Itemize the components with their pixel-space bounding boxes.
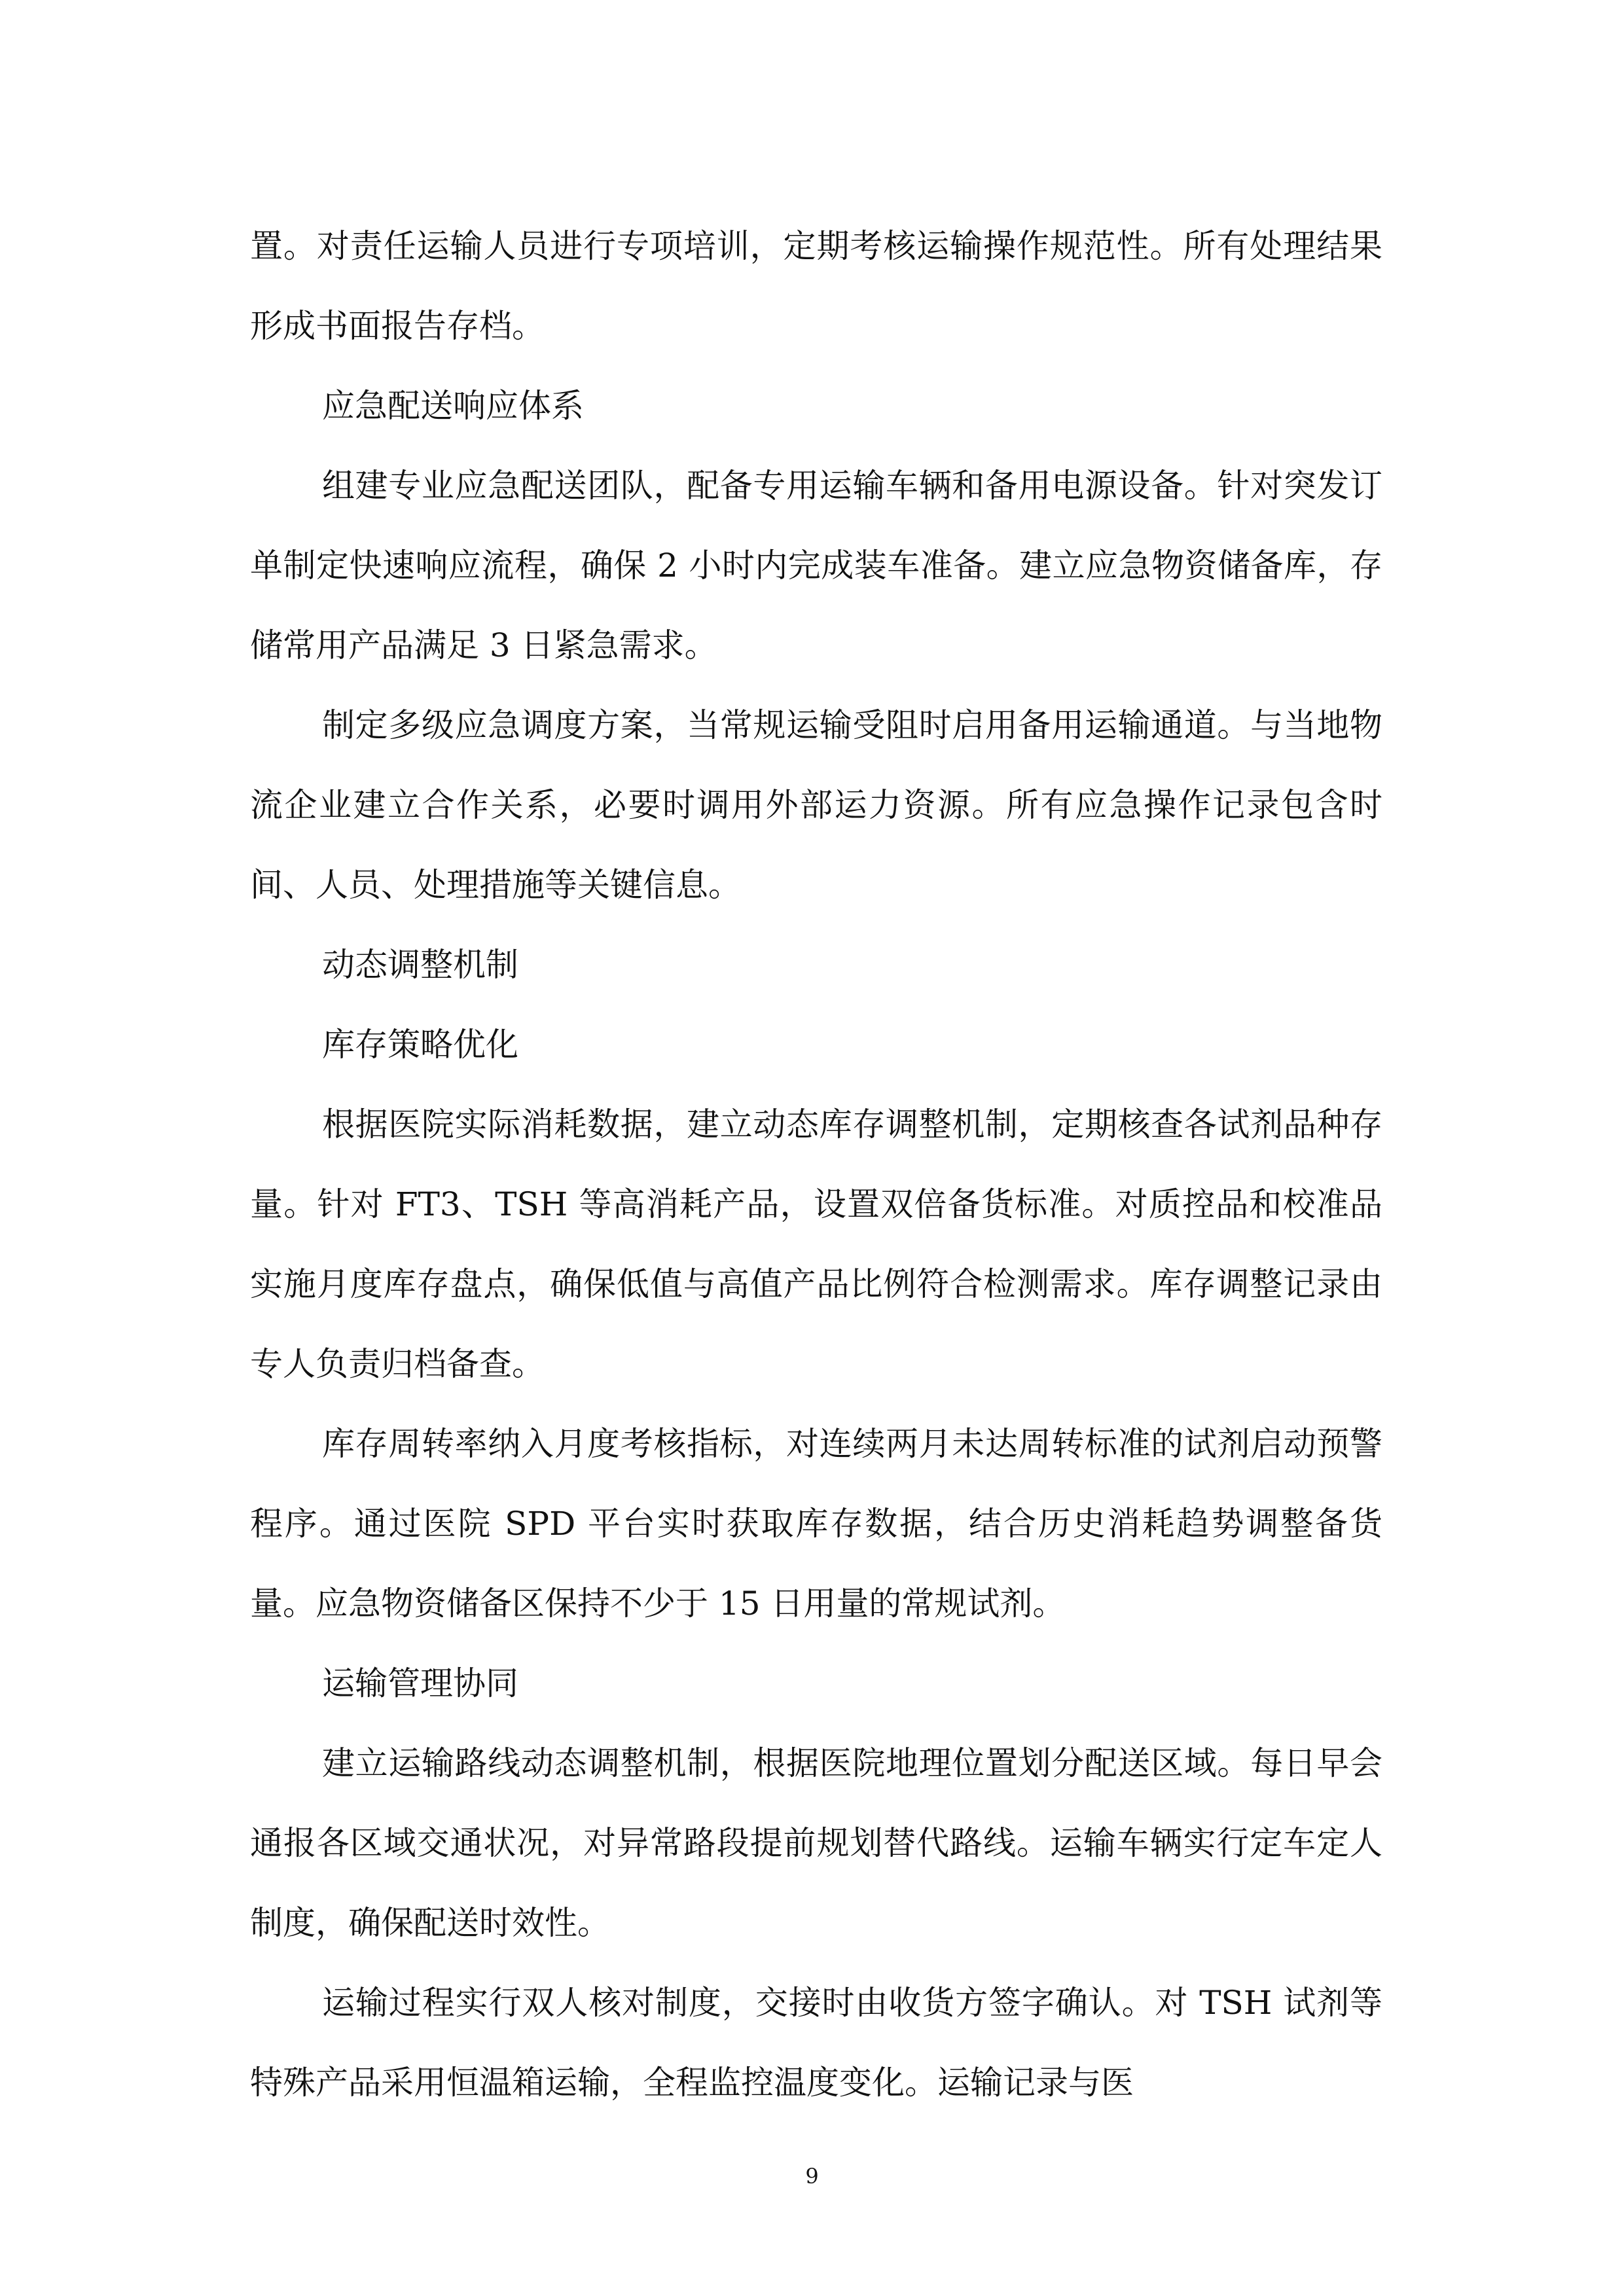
heading-transport-coordination: 运输管理协同 xyxy=(322,1664,518,1702)
paragraph-emergency-dispatch: 制定多级应急调度方案，当常规运输受阻时启用备用运输通道。与当地物流企业建立合作关系，必要时调用外部运力资源。所有应急操作记录包含时间、人员、处理措施等关键信息。 xyxy=(250,706,1382,904)
paragraph-inventory-turnover: 库存周转率纳入月度考核指标，对连续两月未达周转标准的试剂启动预警程序。通过医院 SPD 平台实时获取库存数据，结合历史消耗趋势调整备货量。应急物资储备区保持不少于 15 日用量的常规试剂。 xyxy=(250,1425,1382,1623)
paragraph-emergency-team: 组建专业应急配送团队，配备专用运输车辆和备用电源设备。针对突发订单制定快速响应流程，确保 2 小时内完成装车准备。建立应急物资储备库，存储常用产品满足 3 日紧急需求。 xyxy=(250,467,1382,664)
heading-dynamic-adjustment: 动态调整机制 xyxy=(322,946,518,984)
paragraph-transport-verification: 运输过程实行双人核对制度，交接时由收货方签字确认。对 TSH 试剂等特殊产品采用恒温箱运输，全程监控温度变化。运输记录与医 xyxy=(250,1984,1382,2102)
paragraph-continuation: 置。对责任运输人员进行专项培训，定期考核运输操作规范性。所有处理结果形成书面报告存档。 xyxy=(250,227,1382,345)
heading-inventory-strategy: 库存策略优化 xyxy=(322,1026,518,1064)
paragraph-inventory-adjustment: 根据医院实际消耗数据，建立动态库存调整机制，定期核查各试剂品种存量。针对 FT3、TSH 等高消耗产品，设置双倍备货标准。对质控品和校准品实施月度库存盘点，确保低值与高值产品比例符合检测需求。库存调整记录由专人负责归档备查。 xyxy=(250,1105,1382,1383)
body-text xyxy=(250,206,1382,2123)
paragraph-transport-routes: 建立运输路线动态调整机制，根据医院地理位置划分配送区域。每日早会通报各区域交通状况，对异常路段提前规划替代路线。运输车辆实行定车定人制度，确保配送时效性。 xyxy=(250,1744,1382,1942)
heading-emergency-delivery: 应急配送响应体系 xyxy=(322,387,584,425)
page-number: 9 xyxy=(805,2164,819,2189)
